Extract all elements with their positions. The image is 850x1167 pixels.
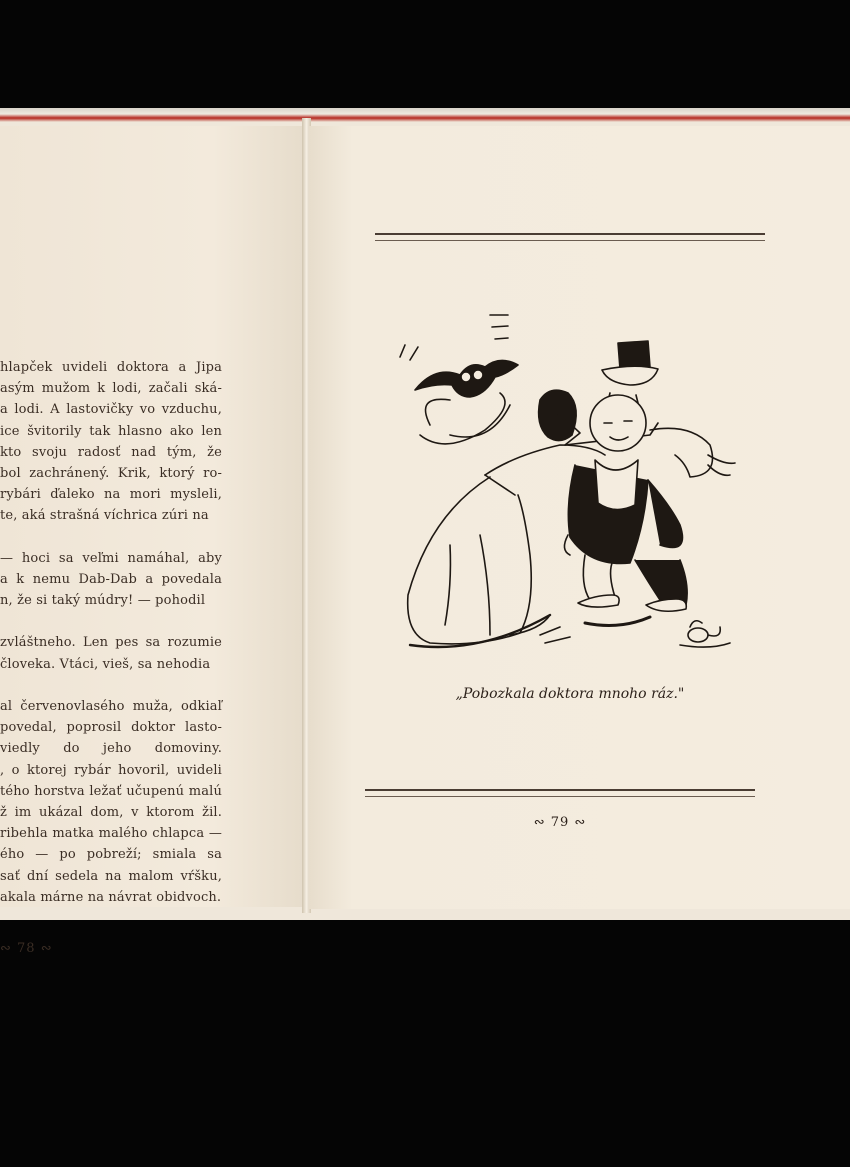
text-line: povedal, poprosil doktor lasto- xyxy=(0,720,222,736)
text-line: , o ktorej rybár hovoril, uvideli xyxy=(0,762,222,778)
illustration-caption: „Pobozkala doktora mnoho ráz." xyxy=(455,686,685,702)
bottom-ornamental-rule xyxy=(365,789,755,797)
paragraph-break xyxy=(0,675,222,696)
text-line: kto svoju radosť nad tým, že xyxy=(0,444,222,460)
text-line: ž im ukázal dom, v ktorom žil. xyxy=(0,804,222,820)
page-number-right: ∾ 79 ∾ xyxy=(533,815,587,830)
text-line: sať dní sedela na malom vŕšku, xyxy=(0,868,222,884)
owl-figure xyxy=(400,315,518,444)
top-ornamental-rule xyxy=(375,233,765,241)
mouse-figure xyxy=(688,621,720,642)
text-line: zvláštneho. Len pes sa rozumie xyxy=(0,635,222,651)
left-page xyxy=(0,126,304,956)
illustration-kiss xyxy=(390,305,735,665)
text-line: človeka. Vtáci, vieš, sa nehodia xyxy=(0,656,211,672)
text-line: ice švitorily tak hlasno ako len xyxy=(0,423,222,439)
text-line: ého — po pobreží; smiala sa xyxy=(0,847,222,863)
text-line: akala márne na návrat obidvoch. xyxy=(0,889,222,905)
paragraph-break xyxy=(0,527,222,548)
text-line: rybári ďaleko na mori mysleli, xyxy=(0,487,222,503)
text-line: asým mužom k lodi, začali ská- xyxy=(0,381,222,397)
text-line: — hoci sa veľmi namáhal, aby xyxy=(0,550,222,566)
paragraph-break xyxy=(0,611,222,632)
doctor-figure xyxy=(564,395,735,611)
left-page-text xyxy=(0,357,222,908)
text-line: bol zachránený. Krik, ktorý ro- xyxy=(0,465,222,481)
text-line: a lodi. A lastovičky vo vzduchu, xyxy=(0,402,222,418)
text-line: tého horstva ležať učupenú malú xyxy=(0,783,222,799)
text-line: te, aká strašná víchrica zúri na xyxy=(0,508,209,524)
page-number-left: ∾ 78 ∾ xyxy=(0,941,53,956)
text-line: ribehla matka malého chlapca — xyxy=(0,826,222,842)
text-line: viedly do jeho domoviny. xyxy=(0,741,222,757)
text-line: al červenovlasého muža, odkiaľ xyxy=(0,699,222,714)
text-line: hlapček uvideli doktora a Jipa xyxy=(0,360,222,375)
text-line: n, že si taký múdry! — pohodil xyxy=(0,593,206,609)
text-line: a k nemu Dab-Dab a povedala xyxy=(0,571,222,587)
